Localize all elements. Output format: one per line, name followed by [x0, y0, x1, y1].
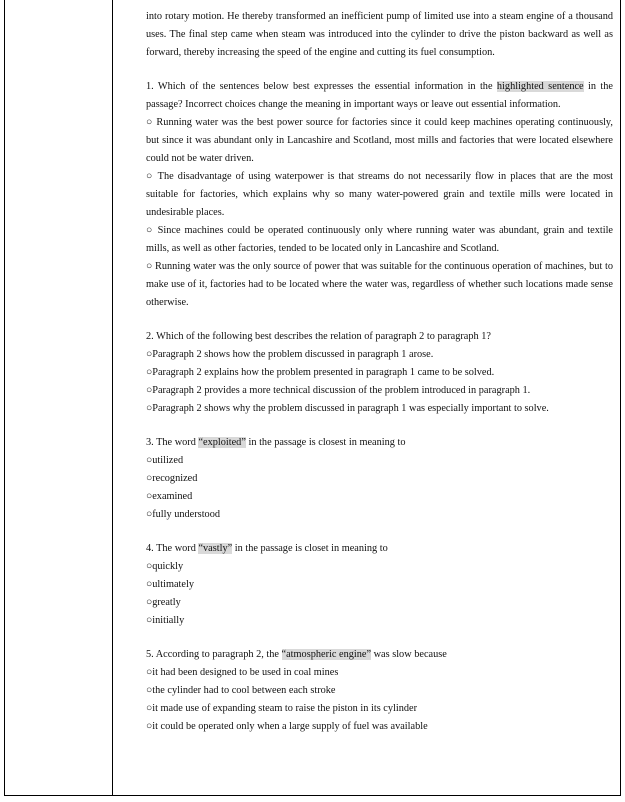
question-3-option-d[interactable]: ○fully understood — [146, 509, 220, 520]
question-3-stem: 3. The word “exploited” in the passage is closest in meaning to — [146, 437, 406, 448]
right-column — [113, 0, 620, 795]
question-content — [146, 8, 613, 736]
question-1 — [146, 78, 613, 312]
question-1-option-b[interactable]: ○ The disadvantage of using waterpower is that streams do not necessarily flow in places that are the most suitable for factories, which explains why so many water-powered grain and textile mills were located in undesirable places. — [146, 171, 613, 218]
left-column — [5, 0, 113, 795]
highlighted-word-exploited: “exploited” — [198, 437, 246, 448]
question-2 — [146, 328, 613, 418]
passage-continuation: into rotary motion. He thereby transformed an inefficient pump of limited use into a steam engine of a thousand uses. The final step came when steam was introduced into the cylinder to drive the piston backward as well as forward, thereby increasing the speed of the engine and cutting its fuel consumption. — [146, 11, 613, 58]
question-5-option-a[interactable]: ○it had been designed to be used in coal mines — [146, 667, 339, 678]
question-2-option-b[interactable]: ○Paragraph 2 explains how the problem presented in paragraph 1 came to be solved. — [146, 367, 495, 378]
question-5-option-c[interactable]: ○it made use of expanding steam to raise the piston in its cylinder — [146, 703, 418, 714]
question-1-option-c[interactable]: ○ Since machines could be operated continuously only where running water was abundant, grain and textile mills, as well as other factories, tended to be located only in Lancashire and Scotland. — [146, 225, 613, 254]
question-3-option-c[interactable]: ○examined — [146, 491, 193, 502]
question-5 — [146, 646, 613, 736]
highlighted-phrase-atmospheric-engine: “atmospheric engine” — [281, 649, 372, 660]
highlighted-sentence-ref: highlighted sentence — [496, 81, 584, 92]
question-3 — [146, 434, 613, 524]
question-2-option-c[interactable]: ○Paragraph 2 provides a more technical discussion of the problem introduced in paragraph 1. — [146, 385, 531, 396]
question-5-option-d[interactable]: ○it could be operated only when a large supply of fuel was available — [146, 721, 428, 732]
question-2-option-a[interactable]: ○Paragraph 2 shows how the problem discussed in paragraph 1 arose. — [146, 349, 434, 360]
question-5-option-b[interactable]: ○the cylinder had to cool between each stroke — [146, 685, 336, 696]
question-1-option-a[interactable]: ○ Running water was the best power source for factories since it could keep machines operating continuously, but since it was abundant only in Lancashire and Scotland, most mills and factories that were located elsewhere could not be water driven. — [146, 117, 613, 164]
question-5-stem: 5. According to paragraph 2, the “atmospheric engine” was slow because — [146, 649, 447, 660]
question-4-option-a[interactable]: ○quickly — [146, 561, 184, 572]
table-frame — [4, 0, 621, 796]
question-2-stem: 2. Which of the following best describes the relation of paragraph 2 to paragraph 1? — [146, 331, 491, 342]
question-4-option-c[interactable]: ○greatly — [146, 597, 181, 608]
question-2-option-d[interactable]: ○Paragraph 2 shows why the problem discussed in paragraph 1 was especially important to solve. — [146, 403, 549, 414]
question-4-stem: 4. The word “vastly” in the passage is closet in meaning to — [146, 543, 388, 554]
highlighted-word-vastly: “vastly” — [198, 543, 233, 554]
question-1-option-d[interactable]: ○ Running water was the only source of power that was suitable for the continuous operation of machines, but to make use of it, factories had to be located where the water was, regardless of whether such locations made sense otherwise. — [146, 261, 613, 308]
question-1-stem: 1. Which of the sentences below best expresses the essential information in the highlighted sentence in the passage? Incorrect choices change the meaning in important ways or leave out essential information. — [146, 81, 613, 110]
question-3-option-a[interactable]: ○utilized — [146, 455, 184, 466]
question-4 — [146, 540, 613, 630]
question-4-option-d[interactable]: ○initially — [146, 615, 185, 626]
question-4-option-b[interactable]: ○ultimately — [146, 579, 194, 590]
question-3-option-b[interactable]: ○recognized — [146, 473, 198, 484]
